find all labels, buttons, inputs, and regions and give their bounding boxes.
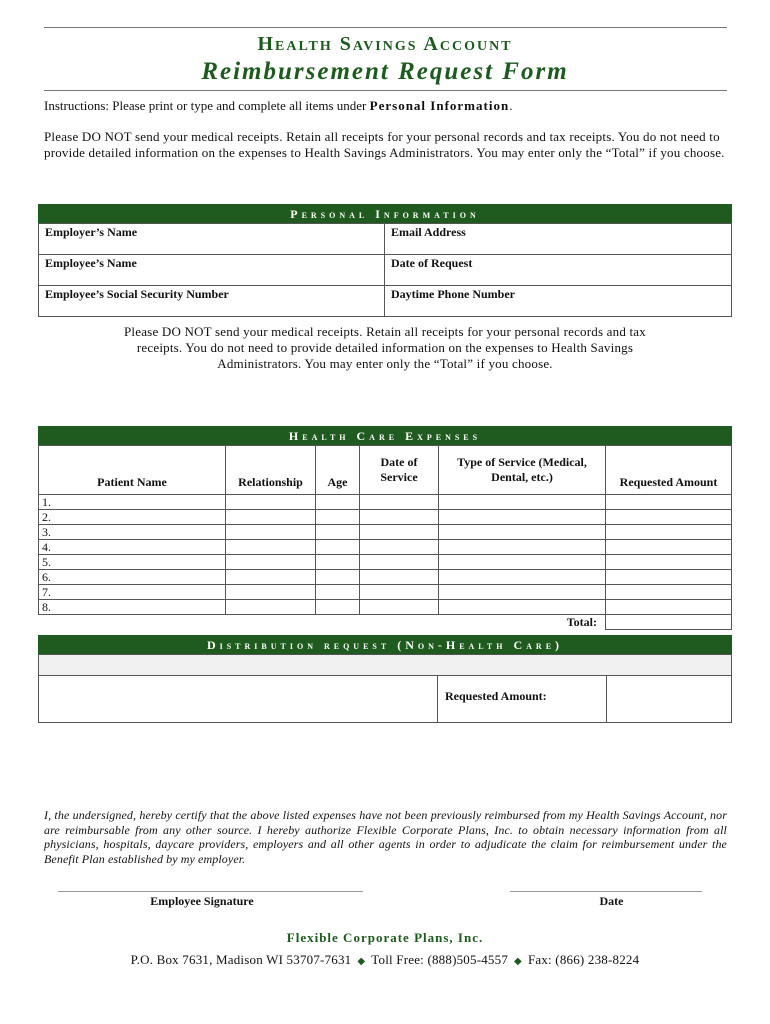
table-row: [39, 510, 732, 525]
patient-name-cell[interactable]: 8.: [39, 600, 226, 615]
expense-cell[interactable]: [360, 540, 439, 555]
personal-info-header: Personal Information: [38, 204, 732, 223]
expense-cell[interactable]: [606, 570, 732, 585]
expense-cell[interactable]: [439, 540, 606, 555]
col-requested-amount: Requested Amount: [606, 446, 732, 495]
receipts-notice-repeat: Please DO NOT send your medical receipts. Retain all receipts for your personal records and tax receipts. You do not need to provide detailed information on the expenses to Health Savings Administrators. You may enter only the “Total” if you choose.: [124, 324, 646, 371]
toll-free-number: Toll Free: (888)505-4557: [371, 952, 509, 967]
table-row: [39, 570, 732, 585]
health-care-table: [38, 445, 732, 630]
expense-cell[interactable]: [606, 495, 732, 510]
empty-cell: [226, 615, 316, 630]
fax-number: Fax: (866) 238-8224: [527, 952, 640, 967]
expense-cell[interactable]: [439, 525, 606, 540]
table-row: [39, 495, 732, 510]
expense-cell[interactable]: [226, 525, 316, 540]
mailing-address: P.O. Box 7631, Madison WI 53707-7631: [130, 952, 352, 967]
expense-cell[interactable]: [360, 600, 439, 615]
expense-cell[interactable]: [316, 555, 360, 570]
expense-cell[interactable]: [226, 510, 316, 525]
expense-cell[interactable]: [226, 585, 316, 600]
employee-signature-line[interactable]: [58, 891, 363, 892]
col-age: Age: [316, 446, 360, 495]
instructions-emphasis: Personal Information: [369, 98, 510, 113]
empty-cell: [316, 615, 360, 630]
patient-name-cell[interactable]: 4.: [39, 540, 226, 555]
expense-cell[interactable]: [316, 570, 360, 585]
top-rule: [44, 27, 727, 28]
expense-cell[interactable]: [360, 555, 439, 570]
table-row: [39, 600, 732, 615]
request-date-field[interactable]: Date of Request: [385, 255, 732, 286]
patient-name-cell[interactable]: 7.: [39, 585, 226, 600]
table-row: [39, 585, 732, 600]
form-subtitle: Reimbursement Request Form: [201, 58, 569, 85]
ssn-field[interactable]: Employee’s Social Security Number: [39, 286, 385, 317]
expense-cell[interactable]: [316, 525, 360, 540]
expense-cell[interactable]: [606, 555, 732, 570]
certification-text: I, the undersigned, hereby certify that the above listed expenses have not been previously reimbursed from my Health Savings Account, nor are reimbursable from any other source. I hereby authorize Flexible Corporate Plans, Inc. to obtain necessary information from all physicians, hospitals, daycare providers, employers and all other agents in order to adjudicate the claim for reimbursement under the Benefit Plan established by my employer.: [44, 808, 727, 866]
expense-cell[interactable]: [226, 540, 316, 555]
expense-cell[interactable]: [316, 510, 360, 525]
receipts-notice: Please DO NOT send your medical receipts. Retain all receipts for your personal records and tax receipts. You do not need to provide detailed information on the expenses to Health Savings Administrators. You may enter only the “Total” if you choose.: [44, 129, 725, 160]
personal-info-table: [38, 223, 732, 317]
expense-cell[interactable]: [226, 555, 316, 570]
employee-name-field[interactable]: Employee’s Name: [39, 255, 385, 286]
patient-name-cell[interactable]: 3.: [39, 525, 226, 540]
form-title: Health Savings Account: [257, 33, 513, 55]
expense-cell[interactable]: [606, 525, 732, 540]
expense-cell[interactable]: [226, 600, 316, 615]
expense-cell[interactable]: [360, 585, 439, 600]
employee-signature-label: Employee Signature: [150, 894, 254, 908]
table-row: [39, 540, 732, 555]
requested-amount-label-cell: Requested Amount:: [437, 675, 607, 722]
patient-name-cell[interactable]: 2.: [39, 510, 226, 525]
requested-amount-input[interactable]: [606, 676, 730, 722]
table-row: [39, 525, 732, 540]
date-signature-label: Date: [599, 894, 624, 908]
col-relationship: Relationship: [226, 446, 316, 495]
contact-line: [0, 952, 770, 968]
empty-cell: [360, 615, 439, 630]
email-field[interactable]: Email Address: [385, 224, 732, 255]
diamond-icon: ◆: [357, 956, 366, 967]
distribution-description-field[interactable]: [38, 654, 732, 676]
expense-cell[interactable]: [606, 600, 732, 615]
patient-name-cell[interactable]: 5.: [39, 555, 226, 570]
distribution-header: Distribution request (Non-Health Care): [38, 635, 732, 654]
empty-cell: [39, 615, 226, 630]
total-row: [39, 615, 732, 630]
company-name: Flexible Corporate Plans, Inc.: [286, 930, 484, 945]
expense-cell[interactable]: [226, 495, 316, 510]
expense-cell[interactable]: [360, 570, 439, 585]
title-rule: [44, 90, 727, 91]
employer-name-field[interactable]: Employer’s Name: [39, 224, 385, 255]
col-patient-name: Patient Name: [39, 446, 226, 495]
expense-cell[interactable]: [316, 495, 360, 510]
expense-cell[interactable]: [606, 510, 732, 525]
table-row: [39, 555, 732, 570]
expense-cell[interactable]: [316, 600, 360, 615]
health-care-header: Health Care Expenses: [38, 426, 732, 445]
expense-cell[interactable]: [360, 525, 439, 540]
expense-cell[interactable]: [439, 555, 606, 570]
expense-cell[interactable]: [439, 570, 606, 585]
expense-cell[interactable]: [439, 495, 606, 510]
col-type-of-service: Type of Service (Medical, Dental, etc.): [439, 446, 606, 495]
expense-cell[interactable]: [606, 585, 732, 600]
phone-field[interactable]: Daytime Phone Number: [385, 286, 732, 317]
patient-name-cell[interactable]: 6.: [39, 570, 226, 585]
expense-cell[interactable]: [360, 495, 439, 510]
instructions: Instructions: Please print or type and complete all items under Personal Information.: [44, 98, 513, 113]
expense-cell[interactable]: [606, 540, 732, 555]
patient-name-cell[interactable]: 1.: [39, 495, 226, 510]
diamond-icon: ◆: [514, 956, 522, 967]
expense-cell[interactable]: [360, 510, 439, 525]
total-amount-cell[interactable]: [606, 615, 732, 630]
expense-cell[interactable]: [439, 585, 606, 600]
total-label: Total:: [566, 615, 597, 630]
expense-cell[interactable]: [439, 600, 606, 615]
expense-cell[interactable]: [316, 585, 360, 600]
expense-cell[interactable]: [316, 540, 360, 555]
expense-cell[interactable]: [226, 570, 316, 585]
expense-cell[interactable]: [439, 510, 606, 525]
col-date-of-service: Date of Service: [360, 446, 439, 495]
date-signature-line[interactable]: [510, 891, 702, 892]
